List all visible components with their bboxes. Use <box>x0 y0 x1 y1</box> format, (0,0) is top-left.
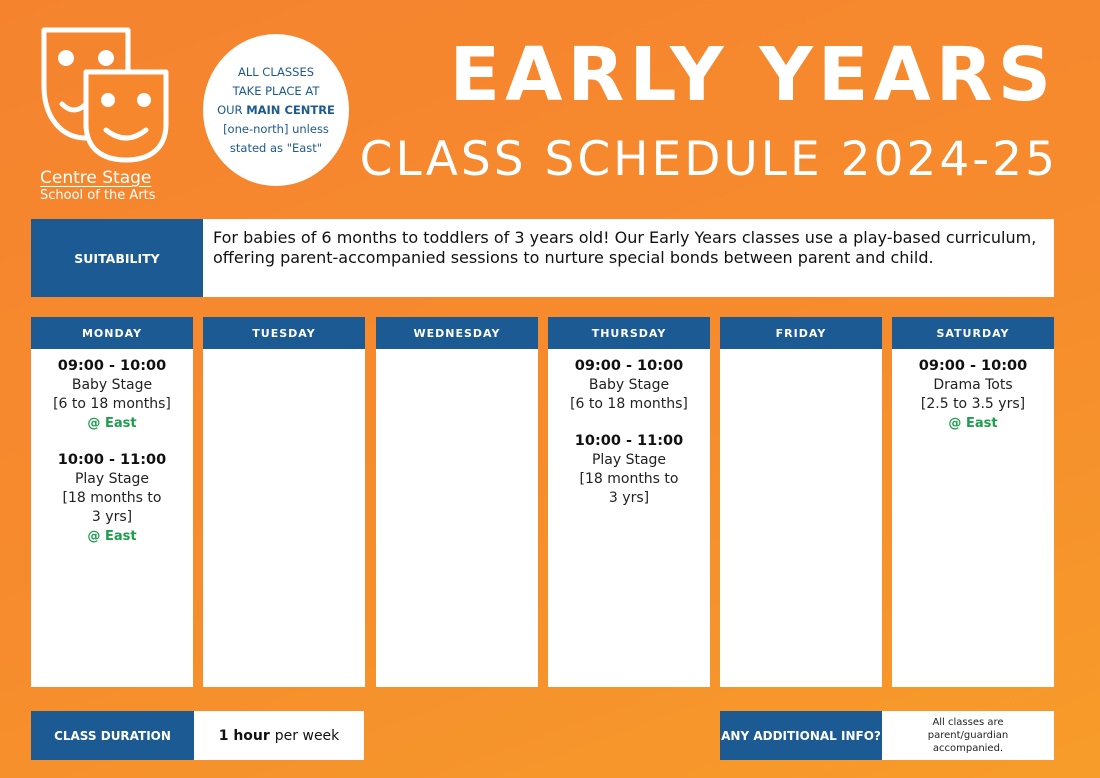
class-age-range: [2.5 to 3.5 yrs] <box>920 396 1026 412</box>
class-location: @ East <box>87 416 137 431</box>
class-name: Play Stage <box>74 471 150 487</box>
day-classes <box>376 349 538 357</box>
class-name: Play Stage <box>591 452 667 468</box>
theatre-masks-icon <box>40 26 170 166</box>
duration-amount: 1 hour <box>218 727 270 744</box>
day-column-monday <box>31 317 193 687</box>
class-age-range: [18 months to <box>579 471 679 487</box>
class-name: Baby Stage <box>588 377 670 393</box>
suitability-label: SUITABILITY <box>31 219 203 297</box>
centre-stage-logo <box>38 22 178 212</box>
note-line-1: ALL CLASSES <box>237 64 315 79</box>
additional-info-label: ANY ADDITIONAL INFO? <box>720 711 882 760</box>
class-age-range: [6 to 18 months] <box>570 396 688 412</box>
day-column-friday <box>720 317 882 687</box>
class-entry <box>548 357 710 414</box>
class-duration-value <box>194 711 364 760</box>
duration-frequency: per week <box>274 727 340 744</box>
day-classes <box>892 349 1054 433</box>
note-line-3-pre: OUR <box>217 102 247 117</box>
additional-info-text: All classes are parent/guardian accompanied. <box>882 711 1054 760</box>
class-time: 10:00 - 11:00 <box>574 433 684 449</box>
note-main-centre: MAIN CENTRE <box>246 102 335 117</box>
class-entry <box>31 357 193 433</box>
page-title: EARLY YEARS <box>449 32 1056 118</box>
class-age-range: 3 yrs] <box>608 490 650 506</box>
class-entry <box>548 432 710 508</box>
class-age-range: [18 months to <box>62 490 162 506</box>
day-column-saturday <box>892 317 1054 687</box>
class-duration-label: CLASS DURATION <box>31 711 194 760</box>
page-subtitle: CLASS SCHEDULE 2024-25 <box>359 132 1058 187</box>
day-classes <box>720 349 882 357</box>
note-line-3 <box>217 101 335 120</box>
logo-subtitle: School of the Arts <box>40 188 156 203</box>
class-time: 09:00 - 10:00 <box>918 358 1028 374</box>
day-header: THURSDAY <box>548 317 710 349</box>
day-header: TUESDAY <box>203 317 365 349</box>
class-time: 09:00 - 10:00 <box>574 358 684 374</box>
day-classes <box>548 349 710 508</box>
class-name: Baby Stage <box>71 377 153 393</box>
class-age-range: [6 to 18 months] <box>53 396 171 412</box>
class-entry <box>31 451 193 546</box>
note-line-5: stated as "East" <box>229 140 323 155</box>
suitability-text: For babies of 6 months to toddlers of 3 years old! Our Early Years classes use a play-based curriculum, offering parent-accompanied sessions to nurture special bonds between parent and child. <box>203 219 1054 297</box>
class-location: @ East <box>948 416 998 431</box>
day-column-tuesday <box>203 317 365 687</box>
class-location: @ East <box>87 529 137 544</box>
day-header: SATURDAY <box>892 317 1054 349</box>
class-entry <box>892 357 1054 433</box>
day-column-wednesday <box>376 317 538 687</box>
note-line-4: [one-north] unless <box>223 121 329 136</box>
class-time: 09:00 - 10:00 <box>57 358 167 374</box>
day-header: FRIDAY <box>720 317 882 349</box>
day-classes <box>203 349 365 357</box>
day-header: WEDNESDAY <box>376 317 538 349</box>
class-time: 10:00 - 11:00 <box>57 452 167 468</box>
day-column-thursday <box>548 317 710 687</box>
day-header: MONDAY <box>31 317 193 349</box>
logo-title: Centre Stage <box>40 168 152 188</box>
location-note <box>203 34 349 186</box>
class-name: Drama Tots <box>933 377 1013 393</box>
day-classes <box>31 349 193 546</box>
note-line-2: TAKE PLACE AT <box>232 83 320 98</box>
class-age-range: 3 yrs] <box>91 509 133 525</box>
